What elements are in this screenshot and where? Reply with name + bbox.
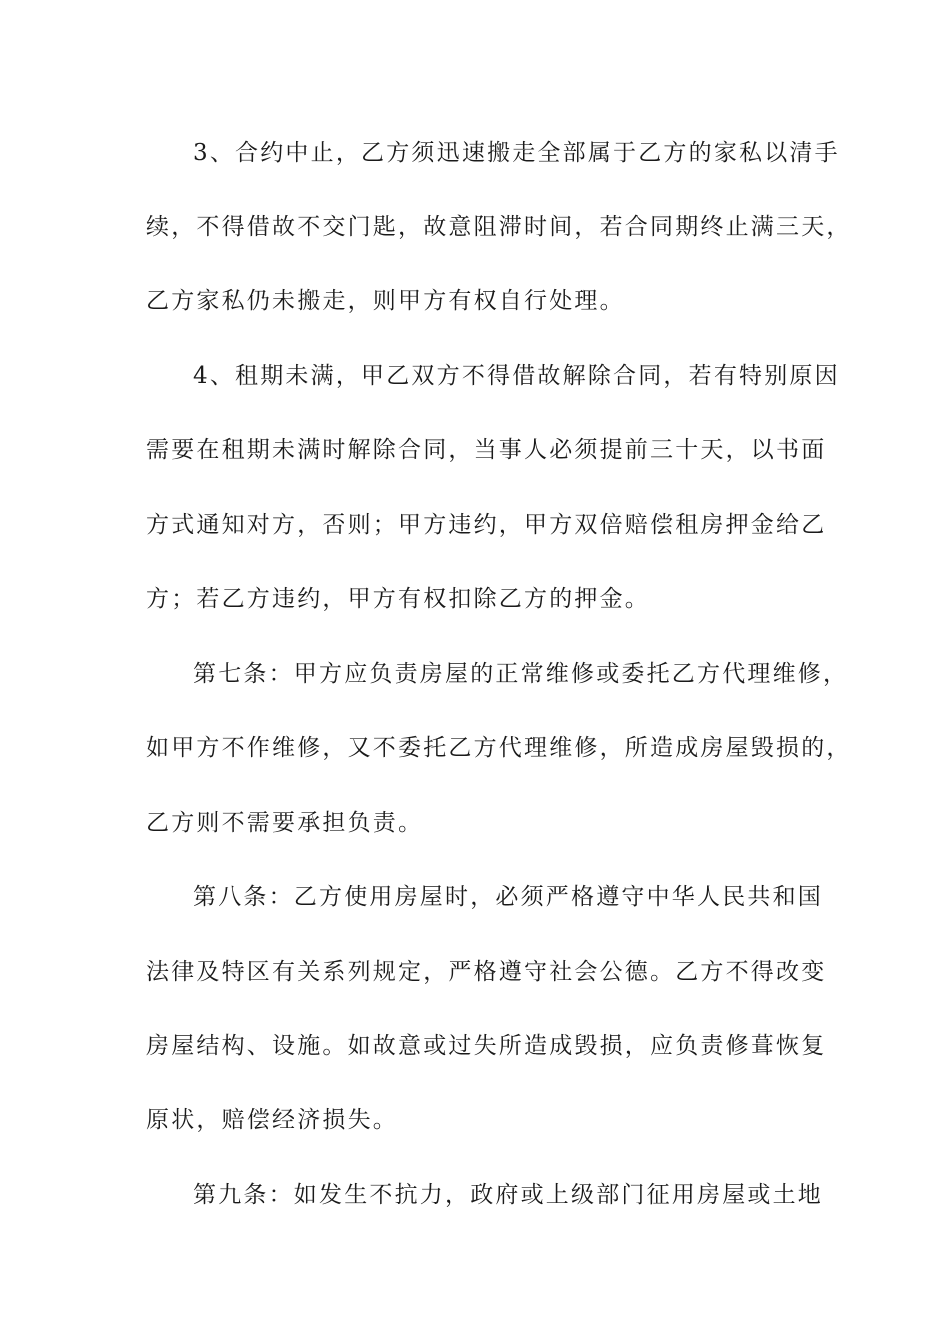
text-line-7: 方；若乙方违约，甲方有权扣除乙方的押金。 bbox=[146, 586, 650, 612]
text-line-9: 如甲方不作维修，又不委托乙方代理维修，所造成房屋毁损的， bbox=[146, 735, 852, 761]
text-line-4: 4、租期未满，甲乙双方不得借故解除合同，若有特别原因 bbox=[193, 363, 840, 389]
text-line-13: 房屋结构、设施。如故意或过失所造成毁损，应负责修葺恢复 bbox=[146, 1033, 827, 1059]
text-line-10: 乙方则不需要承担负责。 bbox=[146, 810, 424, 836]
text-line-5: 需要在租期未满时解除合同，当事人必须提前三十天，以书面 bbox=[146, 437, 827, 463]
text-line-11: 第八条：乙方使用房屋时，必须严格遵守中华人民共和国 bbox=[193, 884, 823, 910]
text-line-12: 法律及特区有关系列规定，严格遵守社会公德。乙方不得改变 bbox=[146, 959, 827, 985]
text-line-3: 乙方家私仍未搬走，则甲方有权自行处理。 bbox=[146, 288, 625, 314]
text-line-15: 第九条：如发生不抗力，政府或上级部门征用房屋或土地 bbox=[193, 1182, 823, 1208]
text-line-2: 续，不得借故不交门匙，故意阻滞时间，若合同期终止满三天， bbox=[146, 214, 852, 240]
text-line-6: 方式通知对方，否则；甲方违约，甲方双倍赔偿租房押金给乙 bbox=[146, 512, 827, 538]
text-line-8: 第七条：甲方应负责房屋的正常维修或委托乙方代理维修， bbox=[193, 661, 849, 687]
text-line-1: 3、合约中止，乙方须迅速搬走全部属于乙方的家私以清手 bbox=[193, 140, 840, 166]
text-line-14: 原状，赔偿经济损失。 bbox=[146, 1107, 398, 1133]
